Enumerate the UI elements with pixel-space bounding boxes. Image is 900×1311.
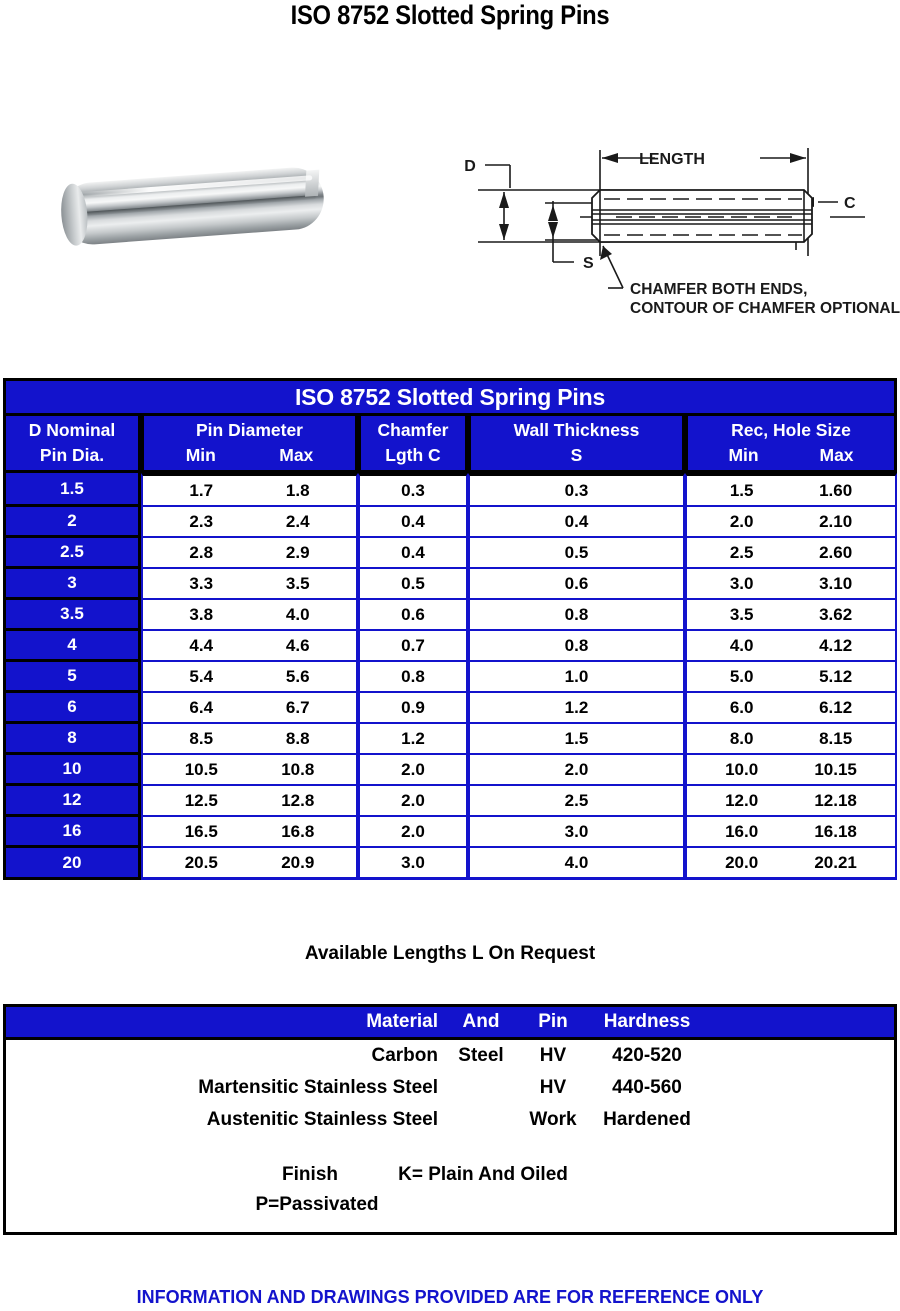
cell-hole-size-min: 3.0 xyxy=(729,573,754,593)
pin-slot-opening xyxy=(305,169,319,196)
cell-nominal: 2 xyxy=(3,507,141,538)
cell-hole-size-max: 6.12 xyxy=(819,697,853,717)
cell-chamfer: 0.3 xyxy=(358,473,468,507)
available-lengths-note: Available Lengths L On Request xyxy=(304,943,596,964)
header-hole-size-top: Rec, Hole Size xyxy=(731,419,851,440)
cell-hole-size xyxy=(685,755,897,786)
header-chamfer-bottom: Lgth C xyxy=(385,445,441,465)
cell-pin-diameter-max: 12.8 xyxy=(281,790,315,810)
spec-table-title-row xyxy=(3,378,897,416)
cell-hole-size xyxy=(685,693,897,724)
engineering-drawing xyxy=(440,70,900,350)
cell-chamfer: 0.4 xyxy=(358,507,468,538)
cell-pin-diameter-max: 8.8 xyxy=(285,728,310,748)
cell-hole-size-min: 3.5 xyxy=(729,604,754,624)
cell-nominal: 2.5 xyxy=(3,538,141,569)
cell-hole-size-min: 6.0 xyxy=(729,697,754,717)
cell-hole-size xyxy=(685,631,897,662)
cell-wall: 0.4 xyxy=(468,507,685,538)
table-row xyxy=(3,631,897,662)
table-row xyxy=(3,817,897,848)
finish-passivated: P=Passivated xyxy=(255,1194,379,1215)
cell-pin-diameter xyxy=(141,693,358,724)
cell-hole-size-max: 3.62 xyxy=(819,604,853,624)
header-pin-diameter-max: Max xyxy=(279,445,314,465)
table-row xyxy=(3,600,897,631)
cell-hole-size-min: 10.0 xyxy=(725,759,759,779)
cell-pin-diameter-min: 3.3 xyxy=(189,573,214,593)
label-chamfer-note-line1: CHAMFER BOTH ENDS, xyxy=(630,281,808,298)
cell-pin-diameter-max: 1.8 xyxy=(285,480,310,500)
header-d-nominal-top: D Nominal xyxy=(28,419,116,440)
cell-hole-size-max: 3.10 xyxy=(819,573,853,593)
cell-chamfer: 2.0 xyxy=(358,755,468,786)
cell-pin-diameter-min: 2.8 xyxy=(189,542,214,562)
material-header-hardness: Hardness xyxy=(603,1011,691,1032)
spec-table-header-row xyxy=(3,416,897,473)
cell-hole-size-max: 1.60 xyxy=(819,480,853,500)
spring-pin-photo xyxy=(60,165,326,246)
material-row-material: Austenitic Stainless Steel xyxy=(206,1109,438,1130)
cell-nominal: 1.5 xyxy=(3,473,141,507)
material-row-pin: HV xyxy=(539,1077,567,1098)
cell-nominal: 3.5 xyxy=(3,600,141,631)
material-row-material: Carbon xyxy=(371,1045,438,1066)
cell-pin-diameter-min: 8.5 xyxy=(189,728,214,748)
cell-pin-diameter xyxy=(141,755,358,786)
header-pin-diameter xyxy=(141,416,358,473)
cell-hole-size xyxy=(685,507,897,538)
cell-wall: 1.5 xyxy=(468,724,685,755)
cell-chamfer: 2.0 xyxy=(358,817,468,848)
material-header-pin: Pin xyxy=(538,1011,568,1032)
header-wall-thickness xyxy=(468,416,685,473)
cell-pin-diameter-min: 16.5 xyxy=(184,821,218,841)
table-row xyxy=(3,507,897,538)
material-header-and: And xyxy=(462,1011,500,1032)
table-row xyxy=(3,755,897,786)
cell-nominal: 8 xyxy=(3,724,141,755)
cell-pin-diameter-min: 5.4 xyxy=(189,666,214,686)
cell-hole-size-max: 2.10 xyxy=(819,511,853,531)
cell-hole-size xyxy=(685,817,897,848)
material-row-pin: HV xyxy=(539,1045,567,1066)
spec-table xyxy=(3,378,897,880)
table-row xyxy=(3,724,897,755)
cell-pin-diameter xyxy=(141,817,358,848)
cell-hole-size-max: 2.60 xyxy=(819,542,853,562)
label-chamfer: C xyxy=(844,195,856,212)
cell-hole-size-min: 2.0 xyxy=(729,511,754,531)
material-row-pin: Work xyxy=(529,1109,577,1130)
header-d-nominal-bottom: Pin Dia. xyxy=(39,445,105,465)
cell-nominal: 5 xyxy=(3,662,141,693)
cell-pin-diameter-max: 10.8 xyxy=(281,759,315,779)
cell-nominal: 16 xyxy=(3,817,141,848)
cell-hole-size xyxy=(685,538,897,569)
finish-plain-oiled: K= Plain And Oiled xyxy=(398,1164,568,1185)
cell-pin-diameter-max: 20.9 xyxy=(281,852,315,872)
cell-wall: 0.8 xyxy=(468,631,685,662)
cell-pin-diameter xyxy=(141,507,358,538)
table-row xyxy=(3,693,897,724)
cell-pin-diameter-min: 3.8 xyxy=(189,604,214,624)
cell-hole-size-min: 1.5 xyxy=(729,480,754,500)
cell-hole-size xyxy=(685,848,897,880)
cell-pin-diameter xyxy=(141,848,358,880)
header-pin-diameter-min: Min xyxy=(185,445,216,465)
header-wall-thickness-top: Wall Thickness xyxy=(513,419,640,440)
cell-wall: 0.8 xyxy=(468,600,685,631)
table-row xyxy=(3,662,897,693)
finish-block xyxy=(6,1136,894,1232)
cell-hole-size-max: 5.12 xyxy=(819,666,853,686)
cell-pin-diameter xyxy=(141,724,358,755)
cell-hole-size xyxy=(685,786,897,817)
cell-wall: 0.5 xyxy=(468,538,685,569)
cell-hole-size-max: 20.21 xyxy=(814,852,857,872)
cell-nominal: 10 xyxy=(3,755,141,786)
table-row xyxy=(3,473,897,507)
cell-hole-size-min: 2.5 xyxy=(729,542,754,562)
material-header-material: Material xyxy=(366,1011,438,1032)
table-row xyxy=(3,569,897,600)
material-row-and: Steel xyxy=(458,1045,504,1066)
cell-pin-diameter-max: 3.5 xyxy=(285,573,310,593)
cell-pin-diameter-min: 10.5 xyxy=(184,759,218,779)
cell-chamfer: 0.4 xyxy=(358,538,468,569)
material-row xyxy=(6,1040,894,1072)
table-row xyxy=(3,538,897,569)
finish-label: Finish xyxy=(282,1164,338,1185)
material-row-hardness: Hardened xyxy=(603,1109,691,1130)
header-pin-diameter-top: Pin Diameter xyxy=(196,419,303,440)
cell-hole-size xyxy=(685,600,897,631)
cell-hole-size xyxy=(685,569,897,600)
header-d-nominal xyxy=(3,416,141,473)
cell-pin-diameter-max: 4.6 xyxy=(285,635,310,655)
cell-hole-size-min: 20.0 xyxy=(725,852,759,872)
cell-wall: 4.0 xyxy=(468,848,685,880)
cell-chamfer: 0.5 xyxy=(358,569,468,600)
cell-nominal: 3 xyxy=(3,569,141,600)
cell-chamfer: 1.2 xyxy=(358,724,468,755)
label-length: LENGTH xyxy=(639,151,705,168)
cell-pin-diameter-max: 5.6 xyxy=(285,666,310,686)
label-diameter: D xyxy=(464,158,476,175)
table-row xyxy=(3,786,897,817)
cell-pin-diameter-max: 2.9 xyxy=(285,542,310,562)
cell-nominal: 12 xyxy=(3,786,141,817)
header-hole-size-min: Min xyxy=(728,445,759,465)
cell-chamfer: 2.0 xyxy=(358,786,468,817)
material-table-header xyxy=(6,1007,894,1040)
cell-pin-diameter-max: 16.8 xyxy=(281,821,315,841)
cell-pin-diameter-min: 12.5 xyxy=(184,790,218,810)
cell-pin-diameter-min: 2.3 xyxy=(189,511,214,531)
cell-pin-diameter xyxy=(141,569,358,600)
material-row xyxy=(6,1104,894,1136)
illustration-band xyxy=(0,60,900,350)
cell-chamfer: 0.6 xyxy=(358,600,468,631)
material-row-hardness: 420-520 xyxy=(612,1045,682,1066)
cell-wall: 0.3 xyxy=(468,473,685,507)
cell-hole-size xyxy=(685,662,897,693)
cell-pin-diameter-max: 6.7 xyxy=(285,697,310,717)
cell-hole-size-min: 16.0 xyxy=(725,821,759,841)
label-chamfer-note-line2: CONTOUR OF CHAMFER OPTIONAL xyxy=(630,300,900,317)
cell-pin-diameter-min: 1.7 xyxy=(189,480,214,500)
cell-wall: 2.0 xyxy=(468,755,685,786)
material-table xyxy=(3,1004,897,1235)
header-wall-thickness-bottom: S xyxy=(570,445,583,465)
cell-pin-diameter xyxy=(141,631,358,662)
spec-table-title: ISO 8752 Slotted Spring Pins xyxy=(3,378,897,416)
cell-chamfer: 3.0 xyxy=(358,848,468,880)
cell-pin-diameter-max: 4.0 xyxy=(285,604,310,624)
cell-pin-diameter-min: 4.4 xyxy=(189,635,214,655)
header-chamfer-top: Chamfer xyxy=(377,419,449,440)
cell-nominal: 20 xyxy=(3,848,141,880)
cell-hole-size-max: 12.18 xyxy=(814,790,857,810)
cell-hole-size-max: 16.18 xyxy=(814,821,857,841)
cell-hole-size-min: 8.0 xyxy=(729,728,754,748)
cell-pin-diameter xyxy=(141,538,358,569)
cell-pin-diameter xyxy=(141,473,358,507)
cell-chamfer: 0.9 xyxy=(358,693,468,724)
cell-hole-size-max: 10.15 xyxy=(814,759,857,779)
cell-chamfer: 0.7 xyxy=(358,631,468,662)
cell-hole-size-min: 4.0 xyxy=(729,635,754,655)
cell-hole-size-max: 8.15 xyxy=(819,728,853,748)
cell-nominal: 4 xyxy=(3,631,141,662)
footer-disclaimer: INFORMATION AND DRAWINGS PROVIDED ARE FOR REFERENCE ONLY xyxy=(136,1287,764,1307)
cell-pin-diameter xyxy=(141,662,358,693)
pin-cross-section xyxy=(592,190,812,242)
cell-hole-size-max: 4.12 xyxy=(819,635,853,655)
cell-hole-size-min: 12.0 xyxy=(725,790,759,810)
cell-hole-size xyxy=(685,724,897,755)
cell-wall: 3.0 xyxy=(468,817,685,848)
cell-pin-diameter xyxy=(141,600,358,631)
cell-wall: 1.2 xyxy=(468,693,685,724)
page-title: ISO 8752 Slotted Spring Pins xyxy=(290,0,610,30)
header-chamfer xyxy=(358,416,468,473)
cell-hole-size-min: 5.0 xyxy=(729,666,754,686)
material-row-hardness: 440-560 xyxy=(612,1077,682,1098)
cell-pin-diameter-min: 6.4 xyxy=(189,697,214,717)
cell-pin-diameter-max: 2.4 xyxy=(285,511,310,531)
material-row-material: Martensitic Stainless Steel xyxy=(198,1077,438,1098)
header-hole-size-max: Max xyxy=(819,445,854,465)
cell-pin-diameter-min: 20.5 xyxy=(184,852,218,872)
cell-wall: 0.6 xyxy=(468,569,685,600)
cell-nominal: 6 xyxy=(3,693,141,724)
cell-hole-size xyxy=(685,473,897,507)
label-wall: S xyxy=(583,255,594,272)
header-hole-size xyxy=(685,416,897,473)
table-row xyxy=(3,848,897,880)
cell-pin-diameter xyxy=(141,786,358,817)
cell-wall: 2.5 xyxy=(468,786,685,817)
cell-wall: 1.0 xyxy=(468,662,685,693)
material-row xyxy=(6,1072,894,1104)
cell-chamfer: 0.8 xyxy=(358,662,468,693)
